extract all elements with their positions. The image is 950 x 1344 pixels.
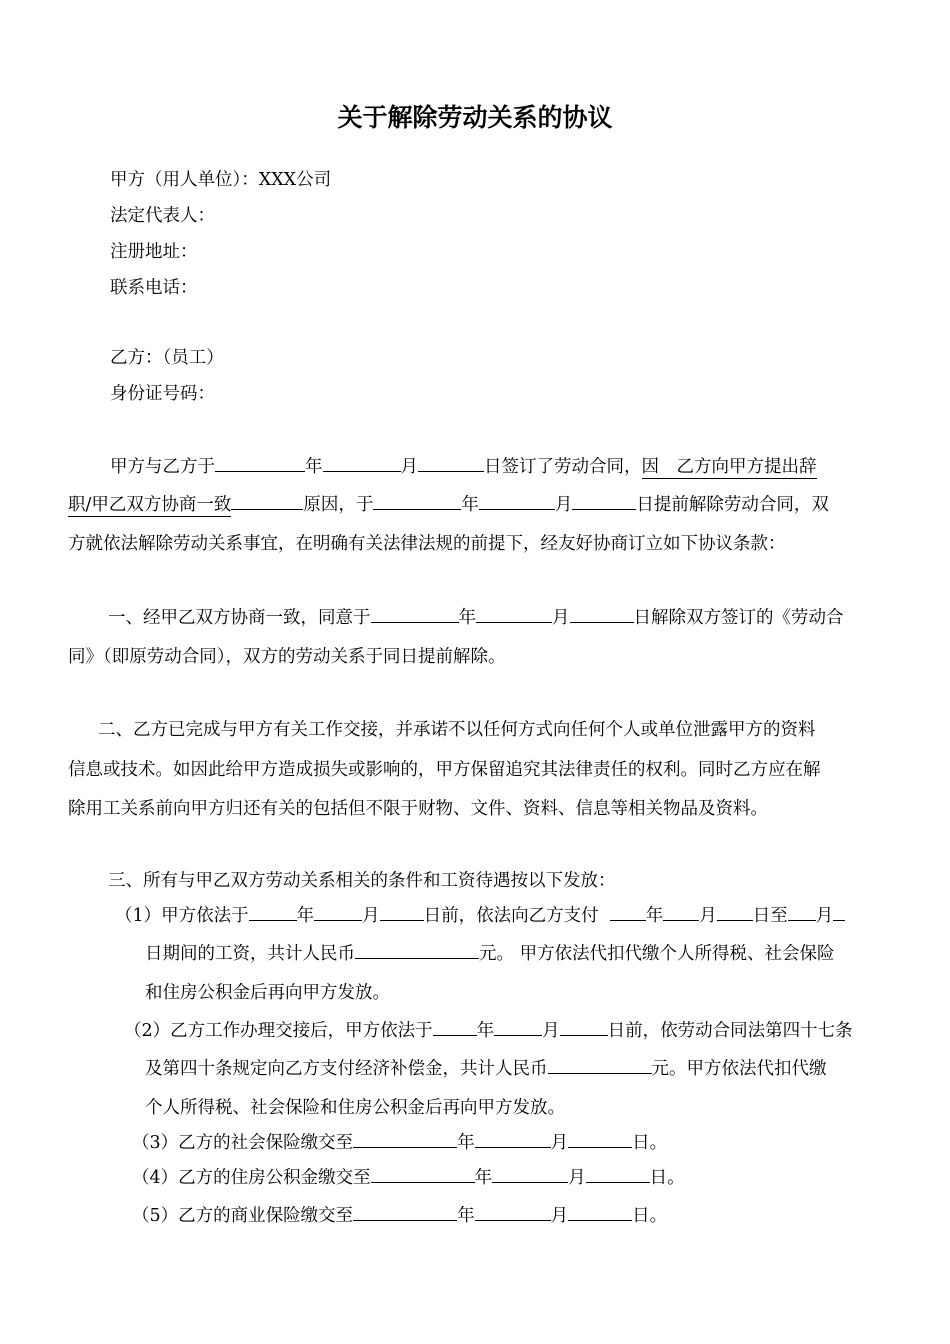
party-b-name: 乙方：（员工） [110, 348, 224, 368]
clause-text: 年 [645, 906, 664, 926]
blank-field[interactable] [492, 1165, 568, 1183]
underlined-reason: 职/甲乙双方协商一致 [68, 495, 232, 515]
party-b-id-number: 身份证号码： [110, 384, 215, 404]
blank-field[interactable] [788, 903, 816, 921]
intro-text: 日签订了劳动合同， [484, 457, 642, 477]
clause-text: 月 [542, 1021, 560, 1041]
intro-text: 年 [461, 495, 479, 515]
blank-field[interactable] [560, 1018, 608, 1036]
clause-2-line-2: 信息或技术。如因此给甲方造成损失或影响的，甲方保留追究其法律责任的权利。同时乙方应在解 [68, 760, 821, 780]
clause-text: 日前，依法向乙方支付 [423, 906, 599, 926]
clause-3-item-1-line-3: 和住房公积金后再向甲方发放。 [145, 983, 390, 1003]
blank-field[interactable] [353, 1203, 457, 1221]
clause-text: 年 [296, 906, 315, 926]
clause-text: 月 [699, 906, 717, 926]
clause-text: （1）甲方依法于 [115, 906, 249, 926]
blank-field[interactable] [572, 492, 636, 510]
party-a-address: 注册地址： [110, 242, 198, 262]
clause-text: 月 [550, 1206, 569, 1226]
intro-text: 日提前解除劳动合同，双 [636, 495, 829, 515]
blank-field[interactable] [371, 1165, 475, 1183]
blank-field[interactable] [570, 605, 634, 623]
blank-field[interactable] [663, 903, 699, 921]
blank-field[interactable] [475, 1130, 551, 1148]
clause-text: 元。甲方依法代扣代缴 [651, 1059, 827, 1079]
underlined-reason: 因 乙方向甲方提出辞 [641, 457, 817, 477]
intro-line-2 [68, 492, 829, 517]
clause-3-item-2-line-1 [124, 1018, 853, 1043]
blank-field[interactable] [249, 903, 297, 921]
clause-text: 年 [457, 1133, 475, 1153]
intro-text: 月 [554, 495, 573, 515]
clause-text: 一、经甲乙双方协商一致，同意于 [108, 608, 371, 628]
party-a-legal-rep: 法定代表人： [110, 206, 215, 226]
clause-text: 日前，依劳动合同法第四十七条 [607, 1021, 853, 1041]
clause-text: 月 [815, 906, 834, 926]
blank-field[interactable] [479, 492, 555, 510]
blank-field[interactable] [717, 903, 753, 921]
intro-text: 甲方与乙方于 [110, 457, 215, 477]
blank-field[interactable] [568, 1130, 632, 1148]
blank-field[interactable] [433, 1018, 477, 1036]
clause-text: （5）乙方的商业保险缴交至 [132, 1206, 354, 1226]
clause-text: 月 [362, 906, 380, 926]
blank-field[interactable] [418, 454, 484, 472]
clause-text: 年 [458, 608, 476, 628]
blank-field[interactable] [610, 903, 646, 921]
blank-field[interactable] [568, 1203, 632, 1221]
clause-text: （4）乙方的住房公积金缴交至 [132, 1168, 371, 1188]
blank-field[interactable] [314, 903, 362, 921]
intro-text: 年 [305, 457, 323, 477]
clause-text: 日期间的工资，共计人民币 [145, 944, 355, 964]
blank-field[interactable] [323, 454, 401, 472]
clause-text: 日解除双方签订的《劳动合 [633, 608, 844, 628]
intro-line-1 [110, 454, 817, 479]
clause-1-line-1 [108, 605, 844, 630]
clause-text: 月 [552, 608, 570, 628]
blank-field[interactable] [353, 1130, 457, 1148]
clause-text: 日。 [632, 1206, 668, 1226]
clause-text: 日至 [752, 906, 788, 926]
clause-text: 月 [550, 1133, 569, 1153]
blank-field[interactable] [476, 605, 552, 623]
intro-text: 原因，于 [303, 495, 374, 515]
blank-field[interactable] [494, 1018, 542, 1036]
document-title: 关于解除劳动关系的协议 [337, 103, 613, 132]
blank-field[interactable] [586, 1165, 650, 1183]
blank-field[interactable] [833, 903, 845, 921]
clause-text: 年 [474, 1168, 493, 1188]
clause-3-item-3 [132, 1130, 667, 1155]
blank-field[interactable] [215, 454, 305, 472]
blank-field[interactable] [355, 941, 479, 959]
blank-field[interactable] [371, 605, 459, 623]
blank-field[interactable] [475, 1203, 551, 1221]
clause-3-item-5 [132, 1203, 667, 1228]
blank-field[interactable] [548, 1056, 652, 1074]
clause-text: （3）乙方的社会保险缴交至 [132, 1133, 354, 1153]
clause-2-line-3: 除用工关系前向甲方归还有关的包括但不限于财物、文件、资料、信息等相关物品及资料。 [68, 799, 768, 819]
intro-line-3: 方就依法解除劳动关系事宜，在明确有关法律法规的前提下，经友好协商订立如下协议条款： [68, 534, 786, 554]
clause-text: 月 [568, 1168, 586, 1188]
clause-1-line-2: 同》（即原劳动合同），双方的劳动关系于同日提前解除。 [68, 647, 506, 667]
clause-2-line-1: 二、乙方已完成与甲方有关工作交接，并承诺不以任何方式向任何个人或单位泄露甲方的资料 [98, 720, 816, 740]
clause-3-item-4 [132, 1165, 685, 1190]
clause-text: （2）乙方工作办理交接后，甲方依法于 [124, 1021, 433, 1041]
clause-text: 日。 [649, 1168, 685, 1188]
clause-text: 元。 甲方依法代扣代缴个人所得税、社会保险 [479, 944, 835, 964]
clause-3-heading: 三、所有与甲乙双方劳动关系相关的条件和工资待遇按以下发放： [108, 871, 616, 891]
party-a-phone: 联系电话： [110, 278, 198, 298]
clause-text: 年 [457, 1206, 475, 1226]
intro-text: 月 [400, 457, 418, 477]
clause-text: 年 [476, 1021, 495, 1041]
party-a-name: 甲方（用人单位）：XXX公司 [110, 170, 332, 190]
blank-field[interactable] [231, 492, 303, 510]
clause-text: 及第四十条规定向乙方支付经济补偿金，共计人民币 [145, 1059, 548, 1079]
clause-3-item-2-line-3: 个人所得税、社会保险和住房公积金后再向甲方发放。 [145, 1098, 565, 1118]
clause-3-item-2-line-2 [145, 1056, 827, 1081]
blank-field[interactable] [380, 903, 424, 921]
clause-3-item-1-line-1 [115, 903, 845, 928]
blank-field[interactable] [373, 492, 461, 510]
clause-3-item-1-line-2 [145, 941, 835, 966]
clause-text: 日。 [632, 1133, 668, 1153]
